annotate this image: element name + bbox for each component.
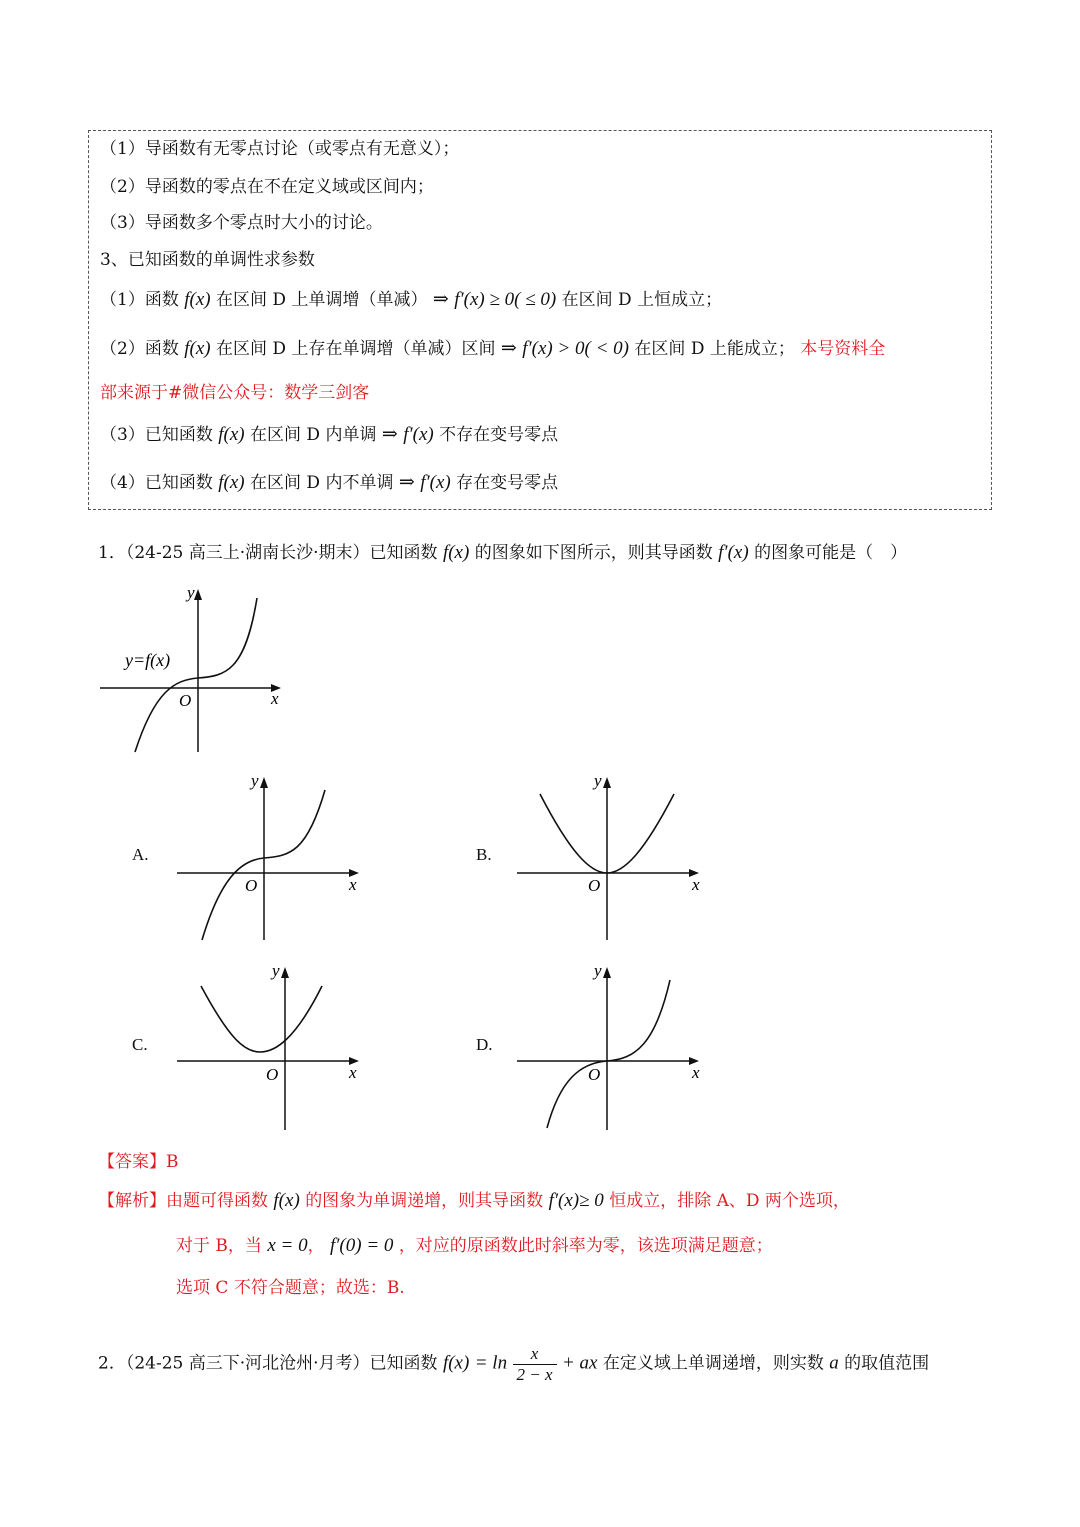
option-d-label[interactable]: D. (476, 1035, 493, 1054)
box-line-9: （4）已知函数 f(x) 在区间 D 内不单调 ⇒ f′(x) 存在变号零点 (100, 472, 559, 493)
question-1: 1．（24-25 高三上·湖南长沙·期末）已知函数 f(x) 的图象如下图所示，则其导函数 f′(x) 的图象可能是（ ） (98, 542, 908, 563)
y-axis-label: y (187, 583, 195, 602)
x-axis-label: x (271, 689, 279, 708)
option-c-graph[interactable] (175, 960, 370, 1139)
box-line-1: （1）导函数有无零点讨论（或零点有无意义）； (100, 139, 460, 159)
box-line-8: （3）已知函数 f(x) 在区间 D 内单调 ⇒ f′(x) 不存在变号零点 (100, 424, 559, 445)
question-2: 2．（24-25 高三下·河北沧州·月考）已知函数 f(x) = ln $\frac{x}{2 - x}$ + ax 在定义域上单调递增，则实数 a 的取值范围 (98, 1344, 930, 1384)
main-graph (95, 580, 295, 764)
svg-text:x: x (349, 1063, 357, 1082)
option-b-label[interactable]: B. (476, 845, 492, 864)
svg-text:y: y (594, 771, 602, 790)
box-line-3: （3）导函数多个零点时大小的讨论。 (100, 213, 383, 233)
svg-text:O: O (245, 876, 258, 895)
box-line-5: （1）函数 f(x) 在区间 D 上单调增（单减） ⇒ f′(x) ≥ 0( ≤ 0) 在区间 D 上恒成立； (100, 289, 723, 310)
option-a-graph[interactable] (175, 770, 370, 949)
curve-label: y=f(x) (125, 650, 171, 670)
analysis-line-2: 对于 B，当 x = 0， f′(0) = 0 ，对应的原函数此时斜率为零，该选项满足题意； (176, 1235, 773, 1256)
svg-text:y: y (594, 961, 602, 980)
analysis-line-3: 选项 C 不符合题意；故选：B. (176, 1278, 405, 1298)
svg-text:O: O (588, 1065, 601, 1084)
svg-text:x: x (692, 1063, 700, 1082)
analysis-line-1: 【解析】由题可得函数 f(x) 的图象为单调递增，则其导函数 f′(x)≥ 0 恒成立，排除 A、D 两个选项， (98, 1190, 850, 1211)
box-line-7: 部来源于#微信公众号：数学三剑客 (100, 383, 370, 403)
option-d-graph[interactable] (515, 960, 710, 1139)
svg-text:x: x (349, 875, 357, 894)
answer-line: 【答案】B (98, 1152, 179, 1172)
svg-text:y: y (272, 961, 280, 980)
box-line-4: 3、已知函数的单调性求参数 (100, 250, 315, 270)
box-line-6: （2）函数 f(x) 在区间 D 上存在单调增（单减）区间 ⇒ f′(x) > 0( < 0) 在区间 D 上能成立； 本号资料全 (100, 338, 886, 359)
svg-text:O: O (266, 1065, 279, 1084)
origin-label: O (179, 691, 192, 710)
svg-text:x: x (692, 875, 700, 894)
option-a-label[interactable]: A. (132, 845, 149, 864)
svg-text:O: O (588, 876, 601, 895)
box-line-2: （2）导函数的零点在不在定义域或区间内； (100, 177, 434, 197)
svg-text:y: y (251, 771, 259, 790)
option-c-label[interactable]: C. (132, 1035, 148, 1054)
option-b-graph[interactable] (515, 770, 710, 949)
